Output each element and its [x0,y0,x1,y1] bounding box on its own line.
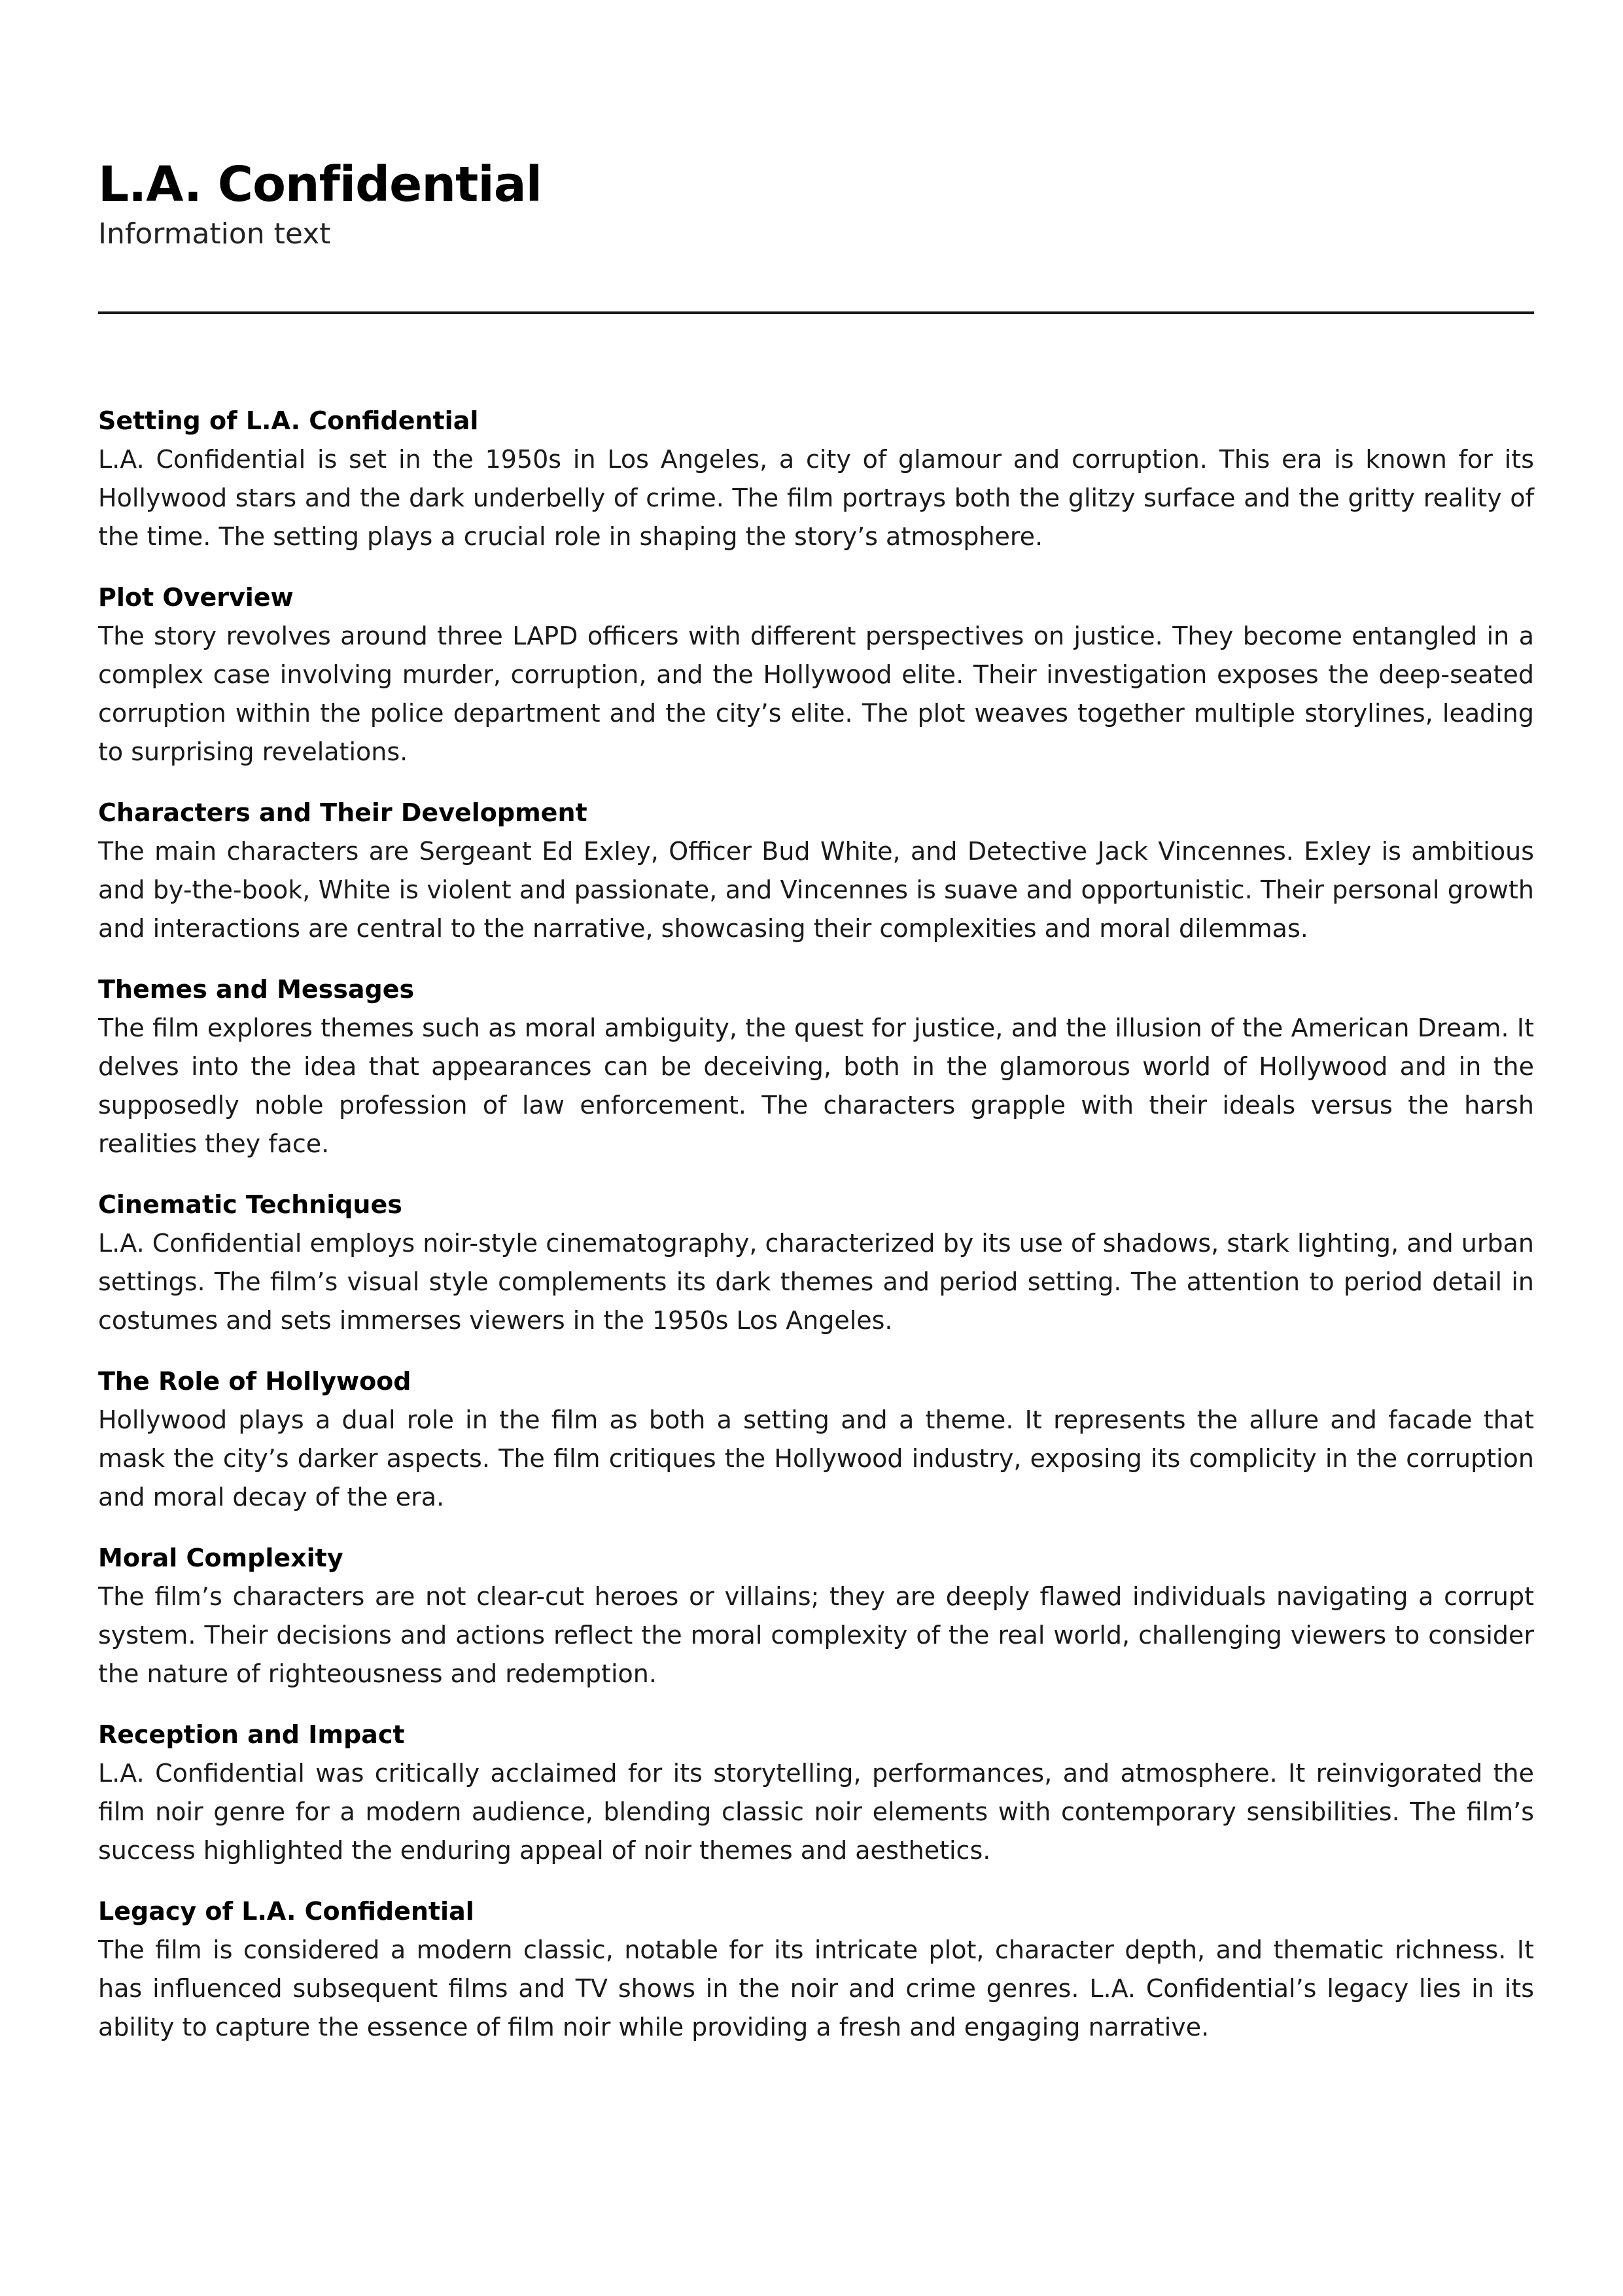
section-body: L.A. Confidential is set in the 1950s in Los Angeles, a city of glamour and corruption. This era is known for its Hollywood stars and the dark underbelly of crime. The film portrays both the glitzy surface and the gritty reality of the time. The setting plays a crucial role in shaping the story’s atmosphere. [98,445,1534,551]
section-body: The film is considered a modern classic, notable for its intricate plot, character depth, and thematic richness. It has influenced subsequent films and TV shows in the noir and crime genres. L.A. Confidential’s legacy lies in its ability to capture the essence of film noir while providing a fresh and engaging narrative. [98,1935,1534,2041]
section-heading: Cinematic Techniques [98,1190,402,1219]
document-page [98,154,1534,2041]
section-body: The film’s characters are not clear-cut heroes or villains; they are deeply flawed individuals navigating a corrupt system. Their decisions and actions reflect the moral complexity of the real world, challenging viewers to consider the nature of righteousness and redemption. [98,1582,1534,1688]
section-heading: Characters and Their Development [98,798,587,827]
section-heading: Setting of L.A. Confidential [98,406,479,435]
section-body: L.A. Confidential employs noir-style cinematography, characterized by its use of shadows, stark lighting, and urban settings. The film’s visual style complements its dark themes and period setting. The attention to period detail in costumes and sets immerses viewers in the 1950s Los Angeles. [98,1229,1534,1335]
section-legacy [98,1892,1534,2047]
sections-container [98,402,1534,2069]
section-role-of-hollywood [98,1362,1534,1517]
section-heading: The Role of Hollywood [98,1367,411,1396]
section-body: Hollywood plays a dual role in the film as both a setting and a theme. It represents the allure and facade that mask the city’s darker aspects. The film critiques the Hollywood industry, exposing its complicity in the corruption and moral decay of the era. [98,1405,1534,1511]
section-reception [98,1716,1534,1870]
section-themes [98,970,1534,1163]
section-body: The film explores themes such as moral ambiguity, the quest for justice, and the illusion of the American Dream. It delves into the idea that appearances can be deceiving, both in the glamorous world of Hollywood and in the supposedly noble profession of law enforcement. The characters grapple with their ideals versus the harsh realities they face. [98,1014,1534,1158]
section-heading: Plot Overview [98,583,294,612]
section-heading: Legacy of L.A. Confidential [98,1897,474,1926]
document-title: L.A. Confidential [98,156,542,213]
section-characters [98,794,1534,948]
section-heading: Moral Complexity [98,1544,343,1572]
section-setting [98,402,1534,556]
section-heading: Reception and Impact [98,1720,405,1749]
section-body: The main characters are Sergeant Ed Exley, Officer Bud White, and Detective Jack Vincennes. Exley is ambitious and by-the-book, White is violent and passionate, and Vincennes is suave and opportunistic. Their personal growth and interactions are central to the narrative, showcasing their complexities and moral dilemmas. [98,837,1534,943]
document-subtitle: Information text [98,217,331,251]
section-body: The story revolves around three LAPD officers with different perspectives on justice. They become entangled in a complex case involving murder, corruption, and the Hollywood elite. Their investigation exposes the deep-seated corruption within the police department and the city’s elite. The plot weaves together multiple storylines, leading to surprising revelations. [98,622,1534,766]
section-plot-overview [98,578,1534,771]
section-moral-complexity [98,1539,1534,1693]
section-heading: Themes and Messages [98,975,415,1004]
section-cinematic-techniques [98,1186,1534,1340]
title-divider [98,311,1534,314]
section-body: L.A. Confidential was critically acclaimed for its storytelling, performances, and atmosphere. It reinvigorated the film noir genre for a modern audience, blending classic noir elements with contemporary sensibilities. The film’s success highlighted the enduring appeal of noir themes and aesthetics. [98,1759,1534,1865]
